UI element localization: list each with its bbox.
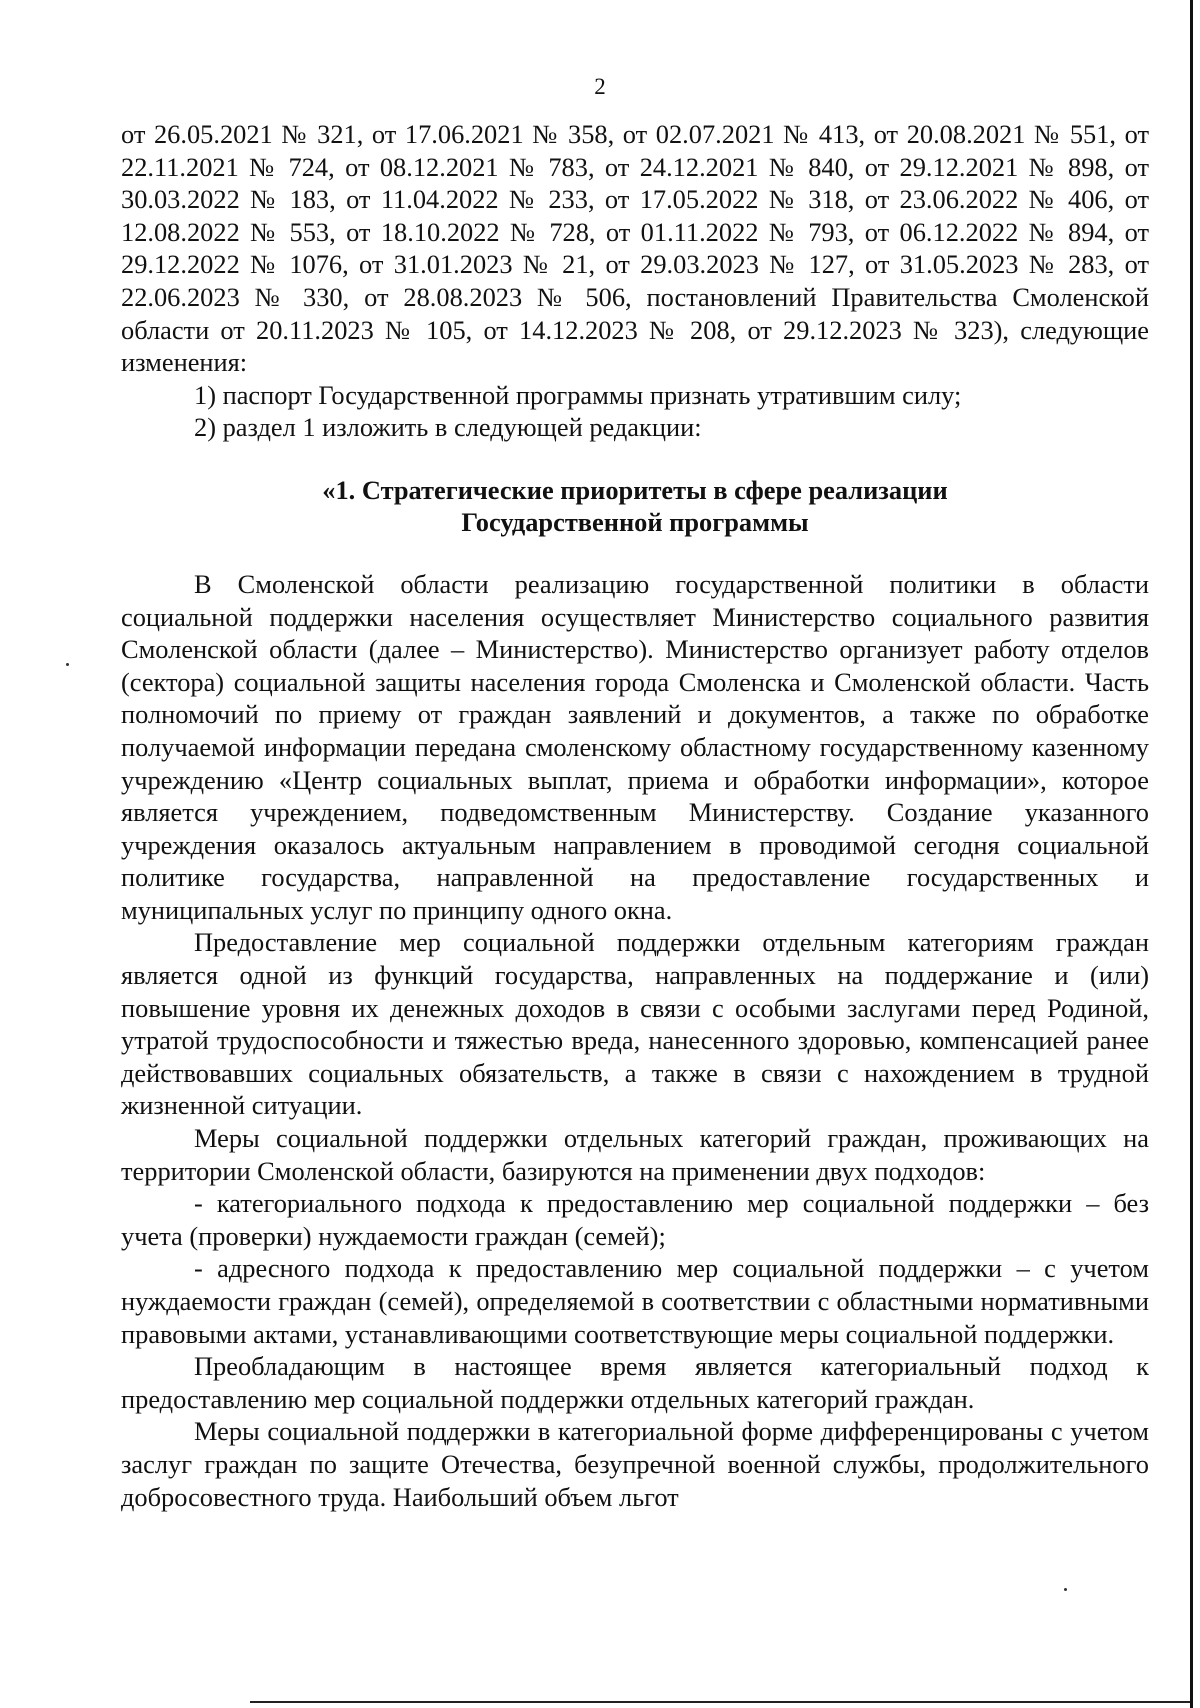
list-item: 1) паспорт Государственной программы признать утратившим силу; (194, 379, 962, 410)
body-paragraph: Меры социальной поддержки отдельных категорий граждан, проживающих на территории Смоленской области, базируются на применении двух подходов: (121, 1123, 1149, 1186)
body-paragraph: Преобладающим в настоящее время является категориальный подход к предоставлению мер социальной поддержки отдельных категорий граждан. (121, 1351, 1149, 1414)
section-heading-line: Государственной программы (461, 506, 809, 537)
scan-edge-bottom (250, 1701, 1190, 1703)
body-paragraph: Меры социальной поддержки в категориальной форме дифференцированы с учетом заслуг граждан по защите Отечества, безупречной военной службы, продолжительного добросовестного труда. Наибольший объем льгот (121, 1416, 1149, 1512)
page-number: 2 (594, 74, 606, 99)
intro-paragraph: от 26.05.2021 № 321, от 17.06.2021 № 358, от 02.07.2021 № 413, от 20.08.2021 № 551, от 22.11.2021 № 724, от 08.12.2021 № 783, от 24.12.2021 № 840, от 29.12.2021 № 898, от 30.03.2022 № 183, от 11.04.2022 № 233, от 17.05.2022 № 318, от 23.06.2022 № 406, от 12.08.2022 № 553, от 18.10.2022 № 728, от 01.11.2022 № 793, от 06.12.2022 № 894, от 29.12.2022 № 1076, от 31.01.2023 № 21, от 29.03.2023 № 127, от 31.05.2023 № 283, от 22.06.2023 № 330, от 28.08.2023 № 506, постановлений Правительства Смоленской области от 20.11.2023 № 105, от 14.12.2023 № 208, от 29.12.2023 № 323), следующие изменения: (121, 119, 1149, 378)
scan-speck (1064, 1588, 1067, 1591)
document-body (121, 118, 1149, 1513)
scan-speck (66, 663, 69, 666)
section-heading (121, 474, 1149, 538)
body-paragraph: - категориального подхода к предоставлению мер социальной поддержки – без учета (проверки) нуждаемости граждан (семей); (121, 1188, 1149, 1251)
scan-edge-right (1190, 0, 1193, 1708)
body-paragraph: Предоставление мер социальной поддержки отдельным категориям граждан является одной из функций государства, направленных на поддержание и (или) повышение уровня их денежных доходов в связи с особыми заслугами перед Родиной, утратой трудоспособности и тяжестью вреда, нанесенного здоровью, компенсацией ранее действовавших социальных обязательств, а также в связи с нахождением в трудной жизненной ситуации. (121, 927, 1149, 1121)
section-heading-line: «1. Стратегические приоритеты в сфере реализации (322, 474, 948, 505)
body-paragraph: В Смоленской области реализацию государственной политики в области социальной поддержки населения осуществляет Министерство социального развития Смоленской области (далее – Министерство). Министерство организует работу отделов (сектора) социальной защиты населения города Смоленска и Смоленской области. Часть полномочий по приему от граждан заявлений и документов, а также по обработке получаемой информации передана смоленскому областному государственному казенному учреждению «Центр социальных выплат, приема и обработки информации», которое является учреждением, подведомственным Министерству. Создание указанного учреждения оказалось актуальным направлением в проводимой сегодня социальной политике государства, направленной на предоставление государственных и муниципальных услуг по принципу одного окна. (121, 568, 1149, 925)
list-item: 2) раздел 1 изложить в следующей редакции: (194, 412, 702, 443)
body-paragraph: - адресного подхода к предоставлению мер социальной поддержки – с учетом нуждаемости граждан (семей), определяемой в соответствии с областными нормативными правовыми актами, устанавливающими соответствующие меры социальной поддержки. (121, 1253, 1149, 1349)
